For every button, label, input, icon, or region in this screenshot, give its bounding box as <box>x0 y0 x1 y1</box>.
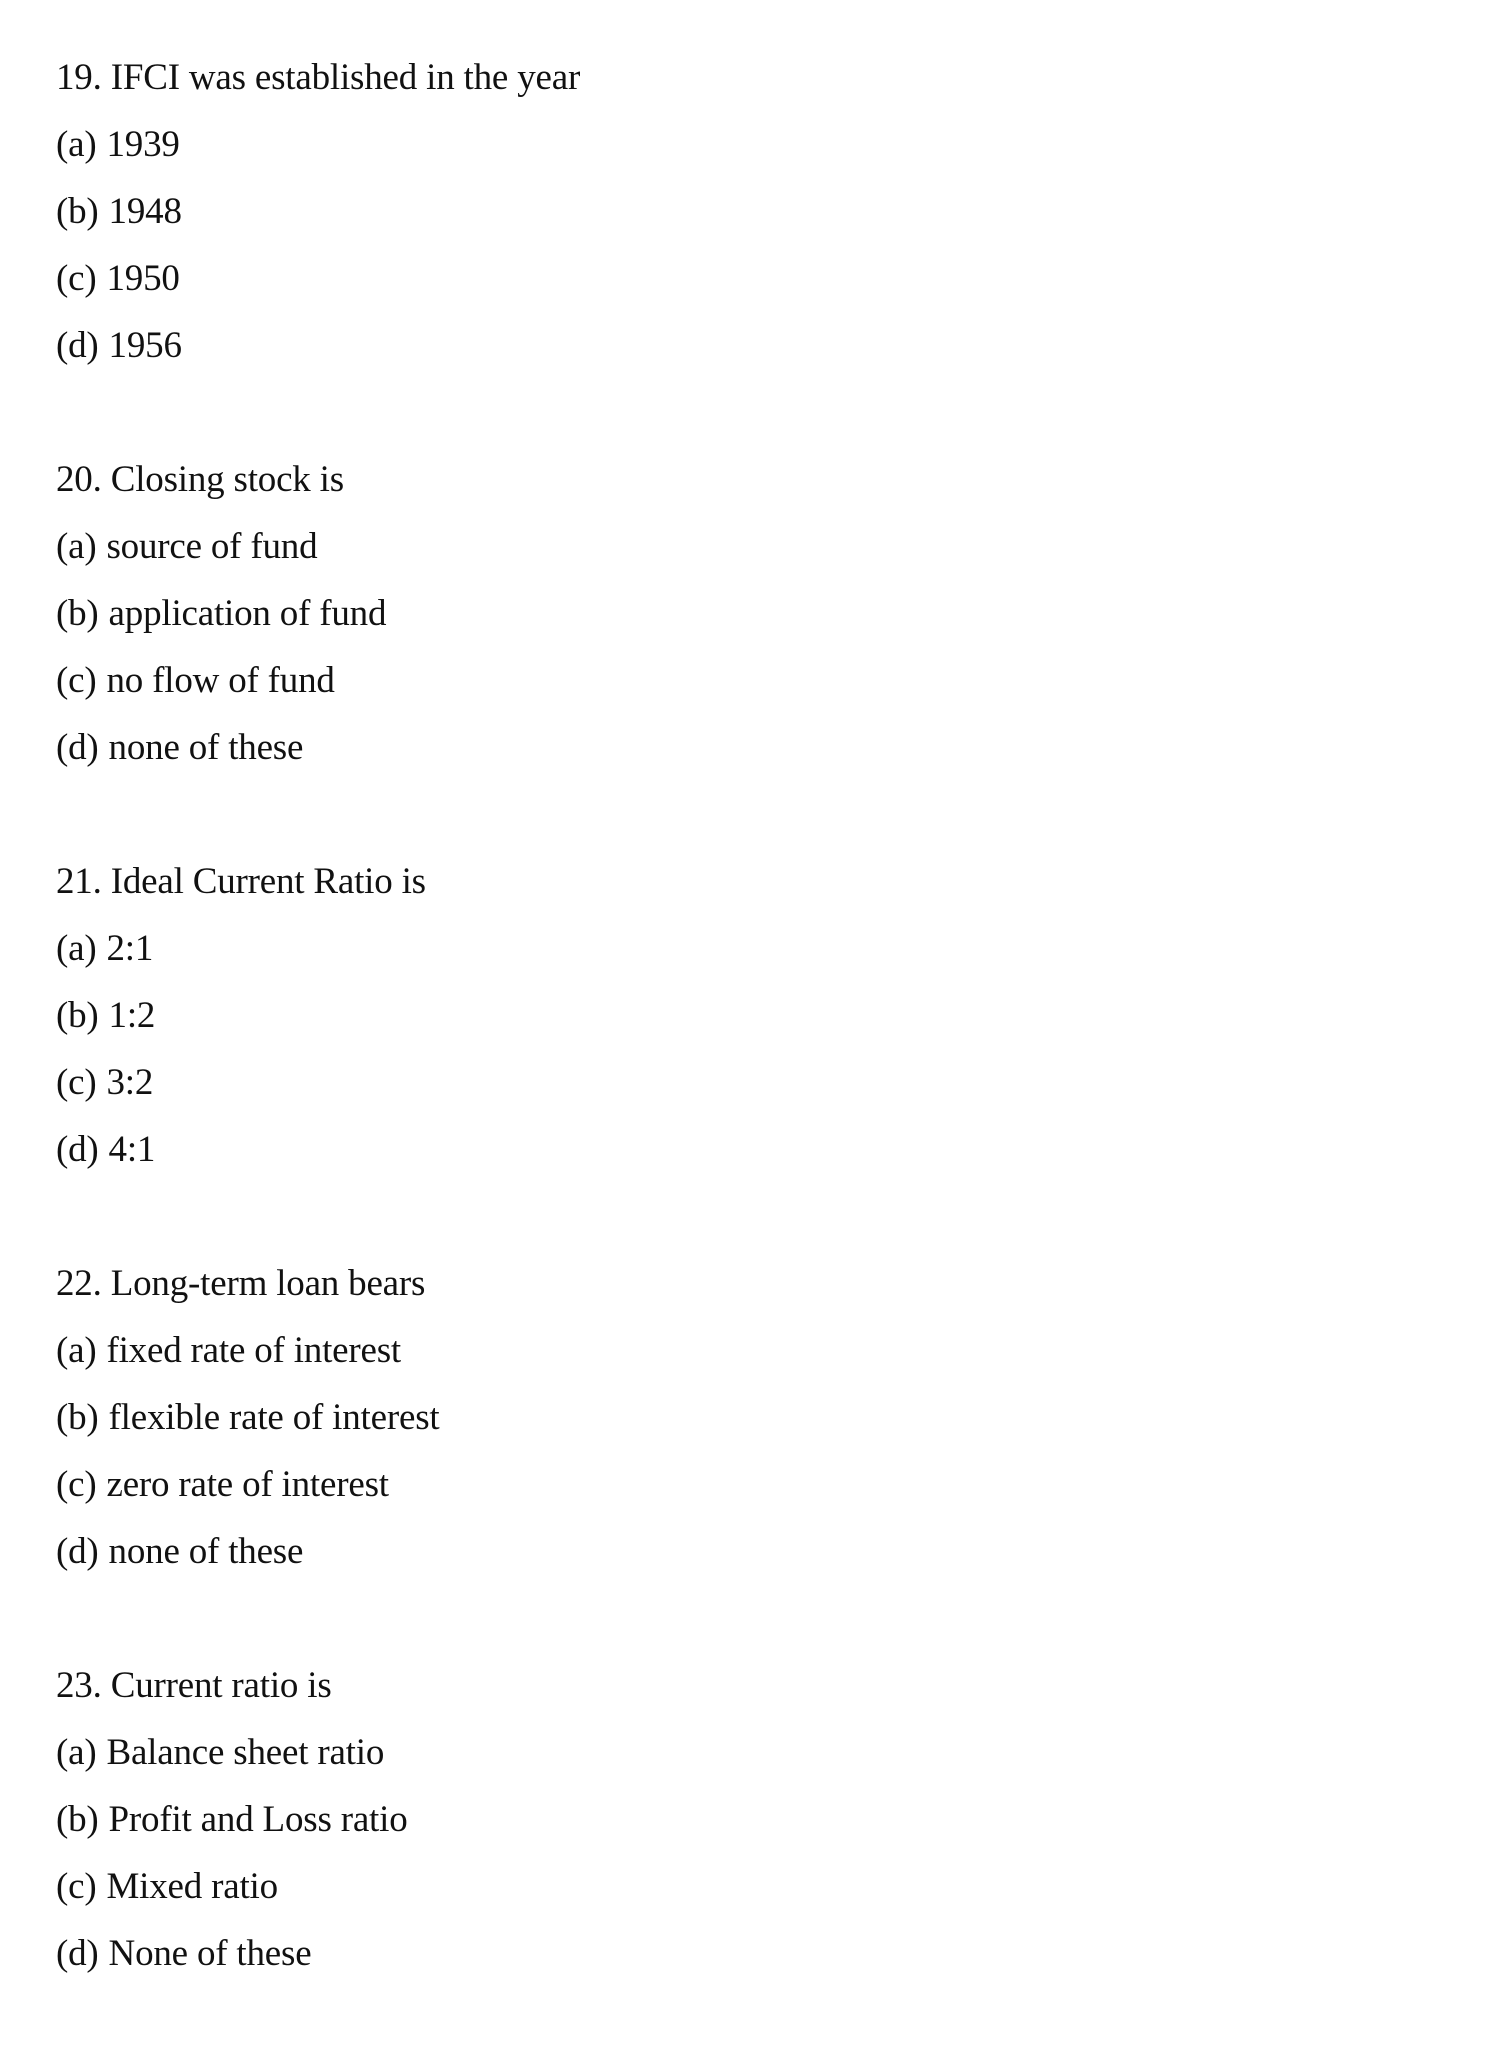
question-stem <box>56 457 1456 524</box>
option-text: 1950 <box>106 258 180 299</box>
option-text: zero rate of interest <box>106 1464 389 1505</box>
question-number: 19. <box>56 57 102 98</box>
question-text: IFCI was established in the year <box>110 57 581 98</box>
question-19 <box>56 55 1456 457</box>
option-text: 1956 <box>108 325 182 366</box>
option-label: (d) <box>56 325 99 366</box>
option-d <box>56 1127 1456 1194</box>
question-stem <box>56 1261 1456 1328</box>
option-label: (a) <box>56 1732 97 1773</box>
option-c <box>56 1060 1456 1127</box>
question-21 <box>56 859 1456 1261</box>
option-label: (c) <box>56 1062 97 1103</box>
option-label: (a) <box>56 124 97 165</box>
option-a <box>56 524 1456 591</box>
option-label: (d) <box>56 1531 99 1572</box>
option-label: (c) <box>56 1464 97 1505</box>
option-text: 1:2 <box>108 995 156 1036</box>
option-text: 4:1 <box>108 1129 156 1170</box>
option-text: 1939 <box>106 124 180 165</box>
option-c <box>56 1864 1456 1931</box>
question-text: Current ratio is <box>110 1665 332 1706</box>
question-text: Closing stock is <box>110 459 344 500</box>
question-page <box>56 55 1456 2065</box>
option-text: Balance sheet ratio <box>106 1732 385 1773</box>
option-label: (b) <box>56 1799 99 1840</box>
option-text: 2:1 <box>106 928 154 969</box>
question-stem <box>56 859 1456 926</box>
question-number: 20. <box>56 459 102 500</box>
option-label: (a) <box>56 1330 97 1371</box>
option-a <box>56 926 1456 993</box>
option-label: (a) <box>56 928 97 969</box>
option-label: (b) <box>56 1397 99 1438</box>
question-stem <box>56 55 1456 122</box>
option-a <box>56 1730 1456 1797</box>
option-text: Mixed ratio <box>106 1866 278 1907</box>
option-d <box>56 323 1456 390</box>
option-c <box>56 658 1456 725</box>
option-label: (d) <box>56 1933 99 1974</box>
option-text: flexible rate of interest <box>108 1397 440 1438</box>
option-text: none of these <box>108 1531 304 1572</box>
option-text: 1948 <box>108 191 182 232</box>
option-a <box>56 122 1456 189</box>
option-c <box>56 1462 1456 1529</box>
option-d <box>56 1529 1456 1596</box>
question-23 <box>56 1663 1456 2065</box>
option-label: (b) <box>56 995 99 1036</box>
option-text: no flow of fund <box>106 660 335 701</box>
question-number: 23. <box>56 1665 102 1706</box>
question-number: 21. <box>56 861 102 902</box>
option-label: (c) <box>56 1866 97 1907</box>
option-b <box>56 591 1456 658</box>
option-text: none of these <box>108 727 304 768</box>
option-a <box>56 1328 1456 1395</box>
option-d <box>56 725 1456 792</box>
option-label: (d) <box>56 727 99 768</box>
option-text: application of fund <box>108 593 387 634</box>
question-text: Ideal Current Ratio is <box>110 861 426 902</box>
option-text: 3:2 <box>106 1062 154 1103</box>
option-text: Profit and Loss ratio <box>108 1799 408 1840</box>
option-text: source of fund <box>106 526 318 567</box>
question-stem <box>56 1663 1456 1730</box>
option-label: (b) <box>56 191 99 232</box>
option-b <box>56 189 1456 256</box>
option-label: (c) <box>56 660 97 701</box>
question-text: Long-term loan bears <box>110 1263 426 1304</box>
option-text: fixed rate of interest <box>106 1330 402 1371</box>
option-b <box>56 1395 1456 1462</box>
question-22 <box>56 1261 1456 1663</box>
option-label: (a) <box>56 526 97 567</box>
option-label: (d) <box>56 1129 99 1170</box>
option-label: (c) <box>56 258 97 299</box>
option-b <box>56 993 1456 1060</box>
option-d <box>56 1931 1456 1998</box>
option-b <box>56 1797 1456 1864</box>
option-c <box>56 256 1456 323</box>
option-text: None of these <box>108 1933 312 1974</box>
question-number: 22. <box>56 1263 102 1304</box>
option-label: (b) <box>56 593 99 634</box>
question-20 <box>56 457 1456 859</box>
